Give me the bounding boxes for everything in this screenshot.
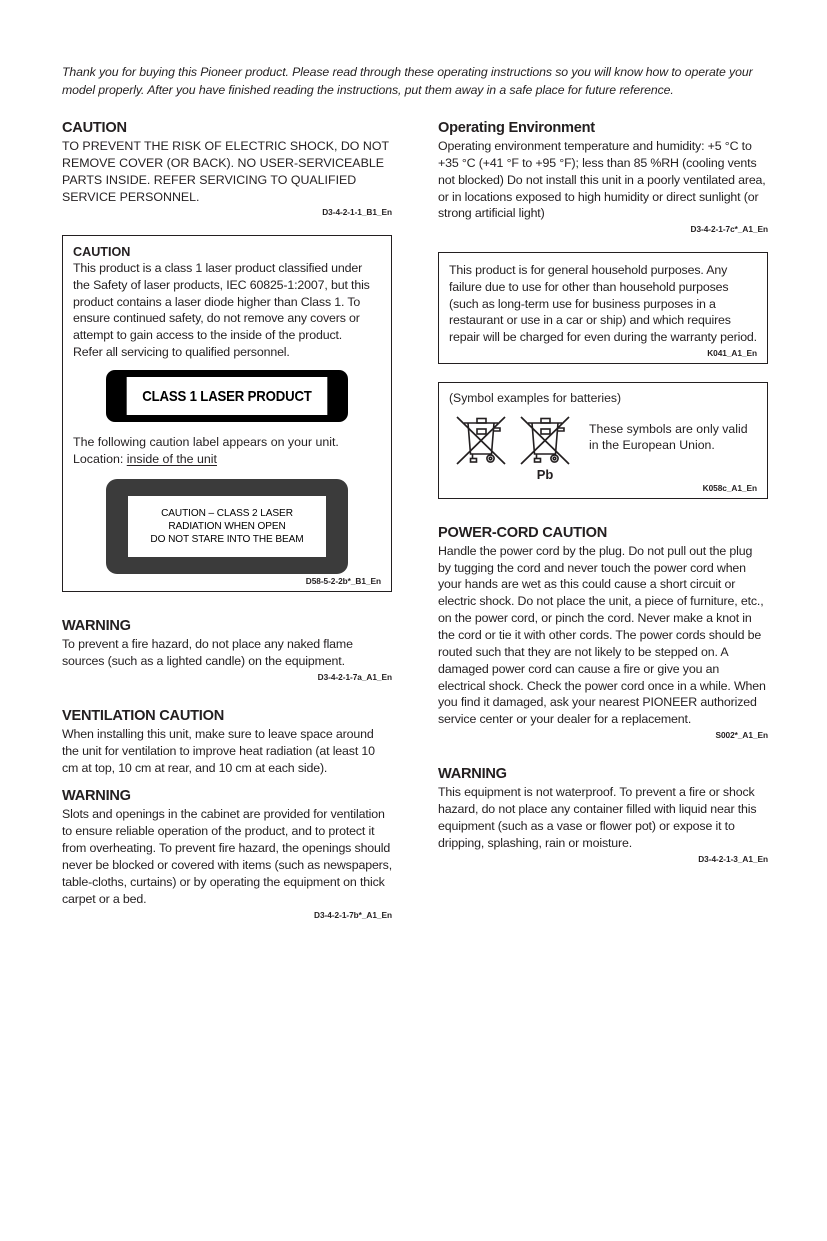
right-column [438, 120, 768, 864]
battery-symbol-group [449, 409, 577, 481]
ventilation-caution-heading: VENTILATION CAUTION [62, 707, 224, 724]
laser-caution-body-2: Refer all servicing to qualified personnel. [73, 344, 290, 359]
section-ventilation-caution [62, 708, 392, 777]
laser-caution-box [62, 235, 392, 592]
battery-symbols-box [438, 382, 768, 499]
warning-flame-heading: WARNING [62, 618, 131, 635]
section-operating-environment [438, 120, 768, 234]
warning-waterproof-body: This equipment is not waterproof. To prevent a fire or shock hazard, do not place any container filled with liquid near this equipment (such as a vase or flower pot) or expose it to dripping, splashing, rain or moisture. [438, 785, 757, 850]
left-column [62, 120, 392, 920]
household-purposes-body: This product is for general household purposes. Any failure due to use for other than household purposes (such as long-term use for business purposes in a restaurant or use in a car or ship) and which requires repair will be charged for even during the warranty period. [449, 263, 757, 344]
caution-electric-shock-heading: CAUTION [62, 120, 127, 136]
laser-caution-body: This product is a class 1 laser product classified under the Safety of laser products, IEC 60825-1:2007, but this product contains a laser diode higher than Class 1. To ensure continued safety, do not remove any covers or attempt to gain access to the inside of the product. [73, 261, 370, 343]
battery-symbols-text: These symbols are only valid in the European Union. [589, 421, 748, 453]
class-1-laser-product-label [106, 370, 348, 422]
battery-symbols-refcode: K058c_A1_En [702, 482, 757, 493]
battery-symbols-title: (Symbol examples for batteries) [449, 390, 622, 405]
class-2-label-line-2: RADIATION WHEN OPEN [168, 521, 286, 533]
power-cord-caution-heading: POWER-CORD CAUTION [438, 524, 607, 541]
operating-environment-refcode: D3-4-2-1-7c*_A1_En [690, 224, 768, 235]
battery-symbol-cell-2 [513, 409, 577, 481]
section-power-cord-caution [438, 525, 768, 740]
section-warning-waterproof [438, 766, 768, 863]
warning-slots-heading: WARNING [62, 788, 131, 805]
class-2-label-line-1: CAUTION – CLASS 2 LASER [161, 507, 293, 519]
battery-symbols-row [449, 409, 757, 481]
household-purposes-box [438, 252, 768, 363]
caution-label-location-note [73, 434, 381, 468]
crossed-out-wheeled-bin-lead-icon [517, 409, 573, 467]
operating-environment-heading: Operating Environment [438, 120, 595, 136]
warning-waterproof-refcode: D3-4-2-1-3_A1_En [698, 853, 768, 864]
warning-slots-body: Slots and openings in the cabinet are provided for ventilation to ensure reliable operation of the product, and to protect it from overheating. To prevent fire hazard, the openings should never be blocked or covered with items (such as newspapers, table-cloths, curtains) or by operating the equipment on thick carpet or a bed. [62, 807, 392, 906]
ventilation-caution-body: When installing this unit, make sure to leave space around the unit for ventilation to improve heat radiation (at least 10 cm at top, 10 cm at rear, and 10 cm at each side). [62, 726, 375, 775]
warning-flame-body: To prevent a fire hazard, do not place any naked flame sources (such as a lighted candle) on the equipment. [62, 637, 353, 669]
crossed-out-wheeled-bin-icon [453, 409, 509, 467]
operating-environment-body: Operating environment temperature and humidity: +5 °C to +35 °C (+41 °F to +95 °F); less than 85 %RH (cooling vents not blocked) Do not install this unit in a poorly ventilated area, or in locations exposed to high humidity or direct sunlight (or strong artificial light) [438, 139, 766, 221]
warning-slots-refcode: D3-4-2-1-7b*_A1_En [314, 909, 392, 920]
caution-label-note-location-value: inside of the unit [126, 452, 217, 467]
power-cord-caution-refcode: S002*_A1_En [715, 730, 768, 741]
class-1-laser-product-label-text: CLASS 1 LASER PRODUCT [127, 377, 328, 415]
laser-caution-box-refcode: D58-5-2-2b*_B1_En [305, 576, 381, 587]
warning-waterproof-heading: WARNING [438, 766, 507, 783]
class-2-laser-warning-label [106, 479, 348, 574]
battery-symbol-cell-1 [449, 409, 513, 481]
household-purposes-refcode: K041_A1_En [707, 347, 757, 358]
intro-paragraph: Thank you for buying this Pioneer product. Please read through these operating instructions so you will know how to operate your model properly. After you have finished reading the instructions, put them away in a safe place for future reference. [62, 65, 753, 98]
caution-electric-shock-body: TO PREVENT THE RISK OF ELECTRIC SHOCK, DO NOT REMOVE COVER (OR BACK). NO USER-SERVICEABLE PARTS INSIDE. REFER SERVICING TO QUALIFIED SERVICE PERSONNEL. [62, 139, 389, 204]
power-cord-caution-body: Handle the power cord by the plug. Do not pull out the plug by tugging the cord and never touch the power cord when your hands are wet as this could cause a short circuit or electric shock. Do not place the unit, a piece of furniture, etc., on the power cord, or pinch the cord. Never make a knot in the cord or tie it with other cords. The power cords should be routed such that they are not likely to be stepped on. A damaged power cord can cause a fire or give you an electrical shock. Check the power cord once in a while. When you find it damaged, ask your nearest PIONEER authorized service center or your dealer for a replacement. [438, 543, 766, 727]
caution-label-note-line-1: The following caution label appears on your unit. [73, 435, 339, 450]
laser-caution-heading: CAUTION [73, 245, 131, 260]
caution-label-note-location-prefix: Location: [73, 452, 127, 467]
class-2-laser-warning-label-text [128, 496, 326, 557]
battery-symbol-2-label: Pb [536, 466, 554, 482]
section-warning-flame [62, 618, 392, 682]
section-caution-electric-shock [62, 120, 392, 217]
class-2-label-line-3: DO NOT STARE INTO THE BEAM [150, 534, 304, 546]
caution-electric-shock-refcode: D3-4-2-1-1_B1_En [322, 207, 392, 218]
section-warning-slots [62, 788, 392, 919]
warning-flame-refcode: D3-4-2-1-7a_A1_En [317, 671, 392, 682]
